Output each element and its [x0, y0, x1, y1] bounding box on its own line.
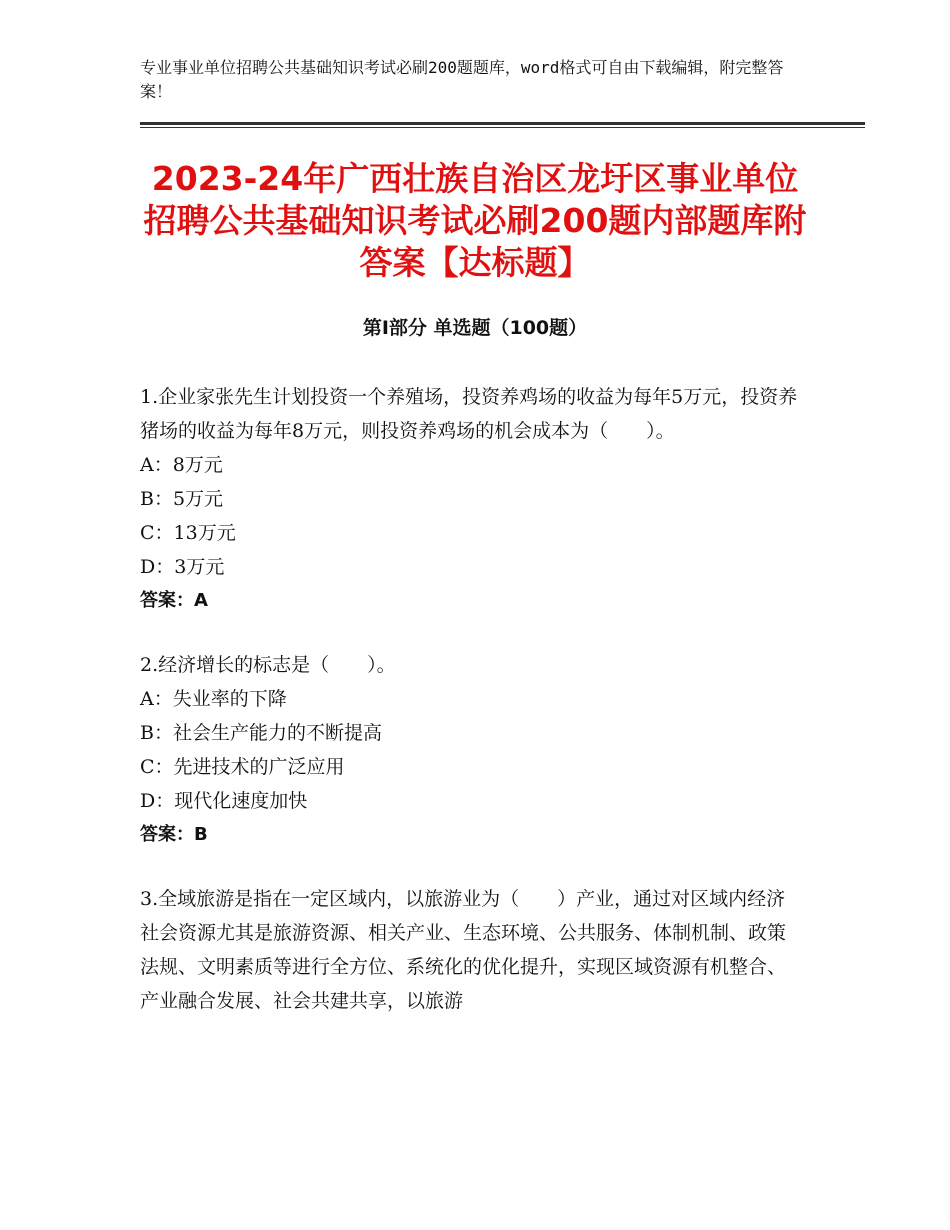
question-1	[140, 380, 800, 618]
question-2	[140, 648, 800, 852]
option-d: D：3万元	[140, 556, 225, 578]
option-d: D：现代化速度加快	[140, 790, 308, 812]
question-stem: 3.全域旅游是指在一定区域内，以旅游业为（ ）产业，通过对区域内经济社会资源尤其是旅游资源、相关产业、生态环境、公共服务、体制机制、政策法规、文明素质等进行全方位、系统化的优化提升，实现区域资源有机整合、产业融合发展、社会共建共享，以旅游	[140, 888, 787, 1012]
header-note: 专业事业单位招聘公共基础知识考试必刷200题题库，word格式可自由下载编辑，附完整答案！	[140, 58, 784, 101]
question-stem: 2.经济增长的标志是（ ）。	[140, 654, 396, 676]
option-a: A：失业率的下降	[140, 688, 287, 710]
header-divider-thin	[140, 127, 865, 128]
document-title: 2023-24年广西壮族自治区龙圩区事业单位招聘公共基础知识考试必刷200题内部题库附答案【达标题】	[143, 159, 807, 282]
question-stem: 1.企业家张先生计划投资一个养殖场，投资养鸡场的收益为每年5万元，投资养猪场的收益为每年8万元，则投资养鸡场的机会成本为（ ）。	[140, 386, 798, 442]
answer: 答案：A	[140, 590, 208, 611]
option-b: B：社会生产能力的不断提高	[140, 722, 382, 744]
option-c: C：先进技术的广泛应用	[140, 756, 345, 778]
option-a: A：8万元	[140, 454, 223, 476]
section-title: 第Ⅰ部分 单选题（100题）	[362, 317, 588, 339]
option-b: B：5万元	[140, 488, 224, 510]
question-3	[140, 882, 800, 1018]
question-list	[140, 380, 800, 1048]
answer: 答案：B	[140, 824, 208, 845]
header-divider-thick	[140, 122, 865, 125]
option-c: C：13万元	[140, 522, 236, 544]
